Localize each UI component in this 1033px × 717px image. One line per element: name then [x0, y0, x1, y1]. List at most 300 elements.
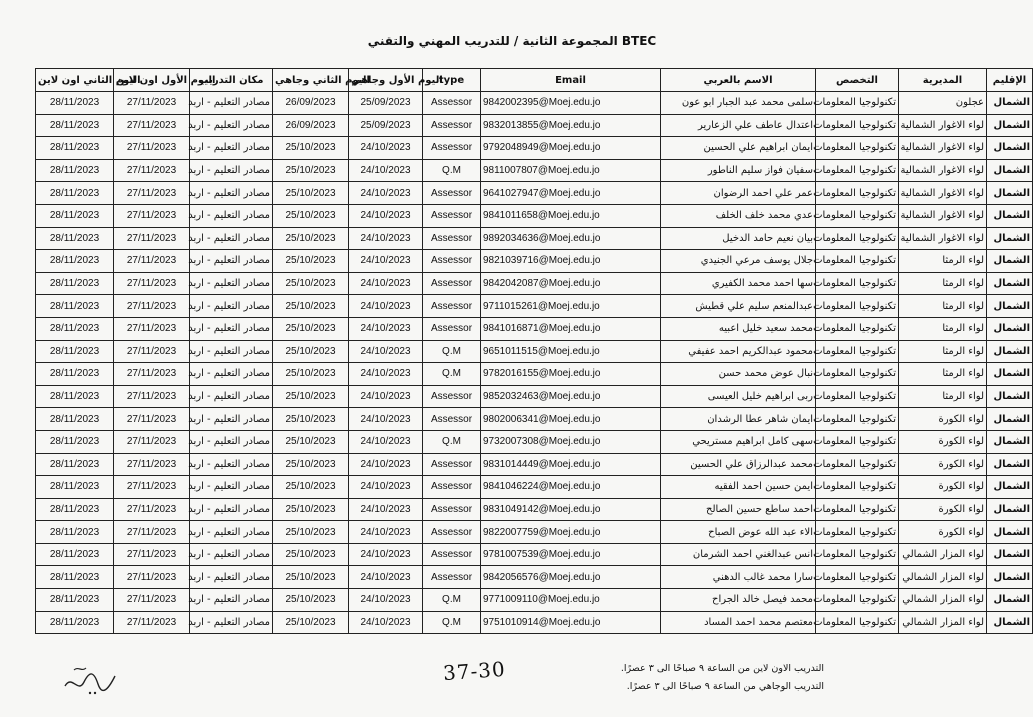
cell-inperson-day-1: 24/10/2023 — [349, 453, 423, 476]
cell-online-day-2: 28/11/2023 — [36, 137, 114, 160]
cell-directorate: لواء المزار الشمالي — [899, 611, 987, 634]
cell-online-day-1: 27/11/2023 — [114, 453, 190, 476]
cell-online-day-2: 28/11/2023 — [36, 430, 114, 453]
cell-inperson-day-2: 25/10/2023 — [273, 498, 349, 521]
cell-inperson-day-1: 25/09/2023 — [349, 92, 423, 115]
cell-arabic-name: ايمان ابراهيم علي الحسين — [661, 137, 816, 160]
cell-arabic-name: بيان نعيم حامد الدخيل — [661, 227, 816, 250]
cell-specialty: تكنولوجيا المعلومات — [816, 430, 899, 453]
table-row — [36, 295, 1033, 318]
cell-directorate: لواء المزار الشمالي — [899, 566, 987, 589]
cell-region: الشمال — [987, 385, 1033, 408]
cell-training-place: مصادر التعليم - اربد — [190, 137, 273, 160]
cell-online-day-2: 28/11/2023 — [36, 476, 114, 499]
header-directorate: المديرية — [899, 69, 987, 92]
cell-email: 9822007759@Moej.edu.jo — [481, 521, 661, 544]
table-row — [36, 250, 1033, 273]
cell-online-day-1: 27/11/2023 — [114, 272, 190, 295]
cell-training-place: مصادر التعليم - اربد — [190, 566, 273, 589]
cell-type: Q.M — [423, 363, 481, 386]
cell-email: 9831049142@Moej.edu.jo — [481, 498, 661, 521]
cell-specialty: تكنولوجيا المعلومات — [816, 137, 899, 160]
cell-directorate: لواء المزار الشمالي — [899, 543, 987, 566]
cell-online-day-1: 27/11/2023 — [114, 430, 190, 453]
cell-email: 9711015261@Moej.edu.jo — [481, 295, 661, 318]
cell-specialty: تكنولوجيا المعلومات — [816, 611, 899, 634]
cell-email: 9892034636@Moej.edu.jo — [481, 227, 661, 250]
cell-type: Assessor — [423, 543, 481, 566]
cell-online-day-1: 27/11/2023 — [114, 317, 190, 340]
cell-arabic-name: عدي محمد خلف الخلف — [661, 204, 816, 227]
cell-inperson-day-2: 26/09/2023 — [273, 114, 349, 137]
cell-email: 9651011515@Moej.edu.jo — [481, 340, 661, 363]
cell-directorate: لواء الكورة — [899, 476, 987, 499]
cell-inperson-day-1: 24/10/2023 — [349, 498, 423, 521]
table-row — [36, 204, 1033, 227]
cell-training-place: مصادر التعليم - اربد — [190, 227, 273, 250]
cell-training-place: مصادر التعليم - اربد — [190, 611, 273, 634]
cell-email: 9781007539@Moej.edu.jo — [481, 543, 661, 566]
cell-specialty: تكنولوجيا المعلومات — [816, 92, 899, 115]
cell-online-day-2: 28/11/2023 — [36, 182, 114, 205]
cell-inperson-day-1: 24/10/2023 — [349, 137, 423, 160]
cell-type: Assessor — [423, 521, 481, 544]
table-row — [36, 521, 1033, 544]
cell-specialty: تكنولوجيا المعلومات — [816, 317, 899, 340]
cell-type: Q.M — [423, 340, 481, 363]
cell-inperson-day-1: 24/10/2023 — [349, 317, 423, 340]
cell-directorate: لواء الكورة — [899, 430, 987, 453]
table-body — [36, 92, 1033, 634]
cell-arabic-name: سها احمد محمد الكفيري — [661, 272, 816, 295]
cell-region: الشمال — [987, 543, 1033, 566]
cell-online-day-2: 28/11/2023 — [36, 543, 114, 566]
cell-arabic-name: الاء عبد الله عوض الصباح — [661, 521, 816, 544]
cell-directorate: لواء الاغوار الشمالية — [899, 114, 987, 137]
table-row — [36, 114, 1033, 137]
cell-region: الشمال — [987, 566, 1033, 589]
cell-online-day-1: 27/11/2023 — [114, 408, 190, 431]
cell-inperson-day-2: 25/10/2023 — [273, 227, 349, 250]
cell-directorate: لواء الكورة — [899, 521, 987, 544]
cell-specialty: تكنولوجيا المعلومات — [816, 340, 899, 363]
cell-online-day-2: 28/11/2023 — [36, 408, 114, 431]
cell-specialty: تكنولوجيا المعلومات — [816, 250, 899, 273]
table-row — [36, 92, 1033, 115]
cell-specialty: تكنولوجيا المعلومات — [816, 589, 899, 612]
cell-arabic-name: محمد سعيد خليل اعبيه — [661, 317, 816, 340]
cell-inperson-day-2: 25/10/2023 — [273, 159, 349, 182]
cell-region: الشمال — [987, 589, 1033, 612]
cell-arabic-name: ايمن حسين احمد الفقيه — [661, 476, 816, 499]
cell-region: الشمال — [987, 250, 1033, 273]
cell-arabic-name: ايمان شاهر عطا الرشدان — [661, 408, 816, 431]
cell-email: 9792048949@Moej.edu.jo — [481, 137, 661, 160]
cell-training-place: مصادر التعليم - اربد — [190, 430, 273, 453]
cell-type: Assessor — [423, 92, 481, 115]
header-inperson-day-1: اليوم الأول وجاهي — [349, 69, 423, 92]
cell-directorate: لواء الرمثا — [899, 385, 987, 408]
cell-training-place: مصادر التعليم - اربد — [190, 272, 273, 295]
cell-directorate: لواء الرمثا — [899, 317, 987, 340]
cell-region: الشمال — [987, 227, 1033, 250]
cell-online-day-1: 27/11/2023 — [114, 250, 190, 273]
cell-arabic-name: سفيان فواز سليم الناطور — [661, 159, 816, 182]
cell-inperson-day-1: 24/10/2023 — [349, 250, 423, 273]
cell-training-place: مصادر التعليم - اربد — [190, 476, 273, 499]
handwritten-signature — [60, 660, 120, 700]
cell-region: الشمال — [987, 317, 1033, 340]
cell-arabic-name: سلمى محمد عبد الجبار ابو عون — [661, 92, 816, 115]
cell-email: 9751010914@Moej.edu.jo — [481, 611, 661, 634]
cell-online-day-1: 27/11/2023 — [114, 204, 190, 227]
cell-directorate: لواء الاغوار الشمالية — [899, 204, 987, 227]
cell-online-day-1: 27/11/2023 — [114, 92, 190, 115]
header-specialty: التخصص — [816, 69, 899, 92]
table-row — [36, 340, 1033, 363]
cell-training-place: مصادر التعليم - اربد — [190, 295, 273, 318]
cell-directorate: عجلون — [899, 92, 987, 115]
cell-inperson-day-2: 25/10/2023 — [273, 204, 349, 227]
cell-online-day-1: 27/11/2023 — [114, 295, 190, 318]
cell-type: Assessor — [423, 476, 481, 499]
table-header-row — [36, 69, 1033, 92]
cell-type: Assessor — [423, 272, 481, 295]
cell-email: 9842042087@Moej.edu.jo — [481, 272, 661, 295]
table-row — [36, 317, 1033, 340]
cell-directorate: لواء الاغوار الشمالية — [899, 137, 987, 160]
cell-inperson-day-2: 25/10/2023 — [273, 317, 349, 340]
cell-arabic-name: ربى ابراهيم خليل العيسى — [661, 385, 816, 408]
cell-specialty: تكنولوجيا المعلومات — [816, 272, 899, 295]
cell-training-place: مصادر التعليم - اربد — [190, 543, 273, 566]
cell-training-place: مصادر التعليم - اربد — [190, 317, 273, 340]
cell-online-day-1: 27/11/2023 — [114, 385, 190, 408]
cell-specialty: تكنولوجيا المعلومات — [816, 566, 899, 589]
cell-email: 9732007308@Moej.edu.jo — [481, 430, 661, 453]
cell-type: Assessor — [423, 182, 481, 205]
cell-training-place: مصادر التعليم - اربد — [190, 408, 273, 431]
cell-online-day-2: 28/11/2023 — [36, 272, 114, 295]
header-email: Email — [481, 69, 661, 92]
cell-type: Assessor — [423, 453, 481, 476]
cell-online-day-2: 28/11/2023 — [36, 295, 114, 318]
cell-inperson-day-1: 24/10/2023 — [349, 408, 423, 431]
cell-directorate: لواء الاغوار الشمالية — [899, 159, 987, 182]
cell-online-day-1: 27/11/2023 — [114, 227, 190, 250]
cell-type: Assessor — [423, 408, 481, 431]
cell-type: Assessor — [423, 250, 481, 273]
cell-online-day-2: 28/11/2023 — [36, 114, 114, 137]
cell-specialty: تكنولوجيا المعلومات — [816, 476, 899, 499]
cell-arabic-name: انس عبدالغني احمد الشرمان — [661, 543, 816, 566]
cell-arabic-name: محمد فيصل خالد الجراح — [661, 589, 816, 612]
cell-inperson-day-2: 25/10/2023 — [273, 340, 349, 363]
cell-directorate: لواء الرمثا — [899, 250, 987, 273]
cell-online-day-2: 28/11/2023 — [36, 498, 114, 521]
cell-directorate: لواء الكورة — [899, 408, 987, 431]
cell-email: 9641027947@Moej.edu.jo — [481, 182, 661, 205]
cell-region: الشمال — [987, 521, 1033, 544]
cell-arabic-name: عمر علي احمد الرضوان — [661, 182, 816, 205]
cell-online-day-2: 28/11/2023 — [36, 159, 114, 182]
cell-training-place: مصادر التعليم - اربد — [190, 385, 273, 408]
cell-type: Assessor — [423, 385, 481, 408]
cell-online-day-2: 28/11/2023 — [36, 385, 114, 408]
cell-inperson-day-1: 24/10/2023 — [349, 543, 423, 566]
cell-online-day-1: 27/11/2023 — [114, 114, 190, 137]
cell-inperson-day-2: 25/10/2023 — [273, 250, 349, 273]
cell-region: الشمال — [987, 114, 1033, 137]
cell-inperson-day-2: 25/10/2023 — [273, 295, 349, 318]
cell-inperson-day-1: 24/10/2023 — [349, 182, 423, 205]
cell-online-day-1: 27/11/2023 — [114, 611, 190, 634]
cell-training-place: مصادر التعليم - اربد — [190, 250, 273, 273]
cell-online-day-2: 28/11/2023 — [36, 204, 114, 227]
table-row — [36, 476, 1033, 499]
cell-inperson-day-2: 25/10/2023 — [273, 611, 349, 634]
cell-type: Q.M — [423, 430, 481, 453]
cell-online-day-1: 27/11/2023 — [114, 340, 190, 363]
cell-online-day-2: 28/11/2023 — [36, 92, 114, 115]
cell-type: Assessor — [423, 114, 481, 137]
cell-online-day-2: 28/11/2023 — [36, 250, 114, 273]
cell-online-day-1: 27/11/2023 — [114, 182, 190, 205]
cell-email: 9771009110@Moej.edu.jo — [481, 589, 661, 612]
table-row — [36, 408, 1033, 431]
cell-online-day-2: 28/11/2023 — [36, 566, 114, 589]
table-row — [36, 159, 1033, 182]
cell-directorate: لواء المزار الشمالي — [899, 589, 987, 612]
cell-region: الشمال — [987, 204, 1033, 227]
cell-region: الشمال — [987, 295, 1033, 318]
table-row — [36, 385, 1033, 408]
cell-inperson-day-1: 25/09/2023 — [349, 114, 423, 137]
cell-arabic-name: محمود عبدالكريم احمد عفيفي — [661, 340, 816, 363]
header-type: type — [423, 69, 481, 92]
cell-type: Q.M — [423, 159, 481, 182]
cell-arabic-name: سهى كامل ابراهيم مستريحي — [661, 430, 816, 453]
cell-specialty: تكنولوجيا المعلومات — [816, 295, 899, 318]
cell-inperson-day-2: 25/10/2023 — [273, 476, 349, 499]
cell-online-day-2: 28/11/2023 — [36, 453, 114, 476]
cell-directorate: لواء الرمثا — [899, 363, 987, 386]
cell-type: Assessor — [423, 137, 481, 160]
cell-training-place: مصادر التعليم - اربد — [190, 589, 273, 612]
cell-specialty: تكنولوجيا المعلومات — [816, 227, 899, 250]
cell-email: 9852032463@Moej.edu.jo — [481, 385, 661, 408]
cell-region: الشمال — [987, 611, 1033, 634]
cell-inperson-day-1: 24/10/2023 — [349, 430, 423, 453]
cell-online-day-1: 27/11/2023 — [114, 498, 190, 521]
cell-inperson-day-1: 24/10/2023 — [349, 521, 423, 544]
table-row — [36, 498, 1033, 521]
cell-inperson-day-1: 24/10/2023 — [349, 227, 423, 250]
cell-directorate: لواء الاغوار الشمالية — [899, 182, 987, 205]
cell-training-place: مصادر التعليم - اربد — [190, 498, 273, 521]
table-row — [36, 566, 1033, 589]
cell-specialty: تكنولوجيا المعلومات — [816, 363, 899, 386]
cell-email: 9841016871@Moej.edu.jo — [481, 317, 661, 340]
cell-email: 9821039716@Moej.edu.jo — [481, 250, 661, 273]
table-row — [36, 272, 1033, 295]
table-row — [36, 137, 1033, 160]
cell-email: 9842056576@Moej.edu.jo — [481, 566, 661, 589]
cell-directorate: لواء الكورة — [899, 498, 987, 521]
cell-region: الشمال — [987, 182, 1033, 205]
cell-training-place: مصادر التعليم - اربد — [190, 159, 273, 182]
cell-inperson-day-1: 24/10/2023 — [349, 159, 423, 182]
cell-online-day-2: 28/11/2023 — [36, 611, 114, 634]
cell-inperson-day-1: 24/10/2023 — [349, 363, 423, 386]
cell-arabic-name: جلال يوسف مرعي الجنيدي — [661, 250, 816, 273]
header-online-day-1: اليوم الأول اون لاين — [114, 69, 190, 92]
cell-online-day-1: 27/11/2023 — [114, 589, 190, 612]
cell-arabic-name: نبال عوض محمد حسن — [661, 363, 816, 386]
cell-training-place: مصادر التعليم - اربد — [190, 92, 273, 115]
cell-inperson-day-1: 24/10/2023 — [349, 272, 423, 295]
cell-inperson-day-1: 24/10/2023 — [349, 566, 423, 589]
cell-inperson-day-1: 24/10/2023 — [349, 611, 423, 634]
cell-type: Assessor — [423, 295, 481, 318]
cell-inperson-day-2: 25/10/2023 — [273, 566, 349, 589]
cell-online-day-2: 28/11/2023 — [36, 317, 114, 340]
cell-inperson-day-2: 25/10/2023 — [273, 137, 349, 160]
cell-training-place: مصادر التعليم - اربد — [190, 114, 273, 137]
inperson-training-note: التدريب الوجاهي من الساعة ٩ صباحًا الى ٣ عصرًا. — [626, 681, 824, 692]
cell-type: Q.M — [423, 589, 481, 612]
cell-specialty: تكنولوجيا المعلومات — [816, 182, 899, 205]
cell-inperson-day-1: 24/10/2023 — [349, 340, 423, 363]
cell-inperson-day-2: 25/10/2023 — [273, 182, 349, 205]
cell-type: Assessor — [423, 204, 481, 227]
cell-directorate: لواء الاغوار الشمالية — [899, 227, 987, 250]
cell-type: Assessor — [423, 227, 481, 250]
cell-arabic-name: احمد ساطع حسين الصالح — [661, 498, 816, 521]
cell-training-place: مصادر التعليم - اربد — [190, 363, 273, 386]
table-row — [36, 611, 1033, 634]
header-online-day-2: اليوم الثاني اون لاين — [36, 69, 114, 92]
table-row — [36, 589, 1033, 612]
cell-region: الشمال — [987, 408, 1033, 431]
header-arabic-name: الاسم بالعربي — [661, 69, 816, 92]
cell-online-day-1: 27/11/2023 — [114, 543, 190, 566]
cell-online-day-1: 27/11/2023 — [114, 521, 190, 544]
cell-inperson-day-2: 25/10/2023 — [273, 521, 349, 544]
cell-inperson-day-2: 25/10/2023 — [273, 543, 349, 566]
cell-email: 9811007807@Moej.edu.jo — [481, 159, 661, 182]
cell-specialty: تكنولوجيا المعلومات — [816, 114, 899, 137]
cell-email: 9842002395@Moej.edu.jo — [481, 92, 661, 115]
cell-online-day-1: 27/11/2023 — [114, 137, 190, 160]
header-training-place: مكان التدريب — [190, 69, 273, 92]
cell-region: الشمال — [987, 92, 1033, 115]
cell-arabic-name: عبدالمنعم سليم علي قطيش — [661, 295, 816, 318]
cell-training-place: مصادر التعليم - اربد — [190, 340, 273, 363]
cell-region: الشمال — [987, 498, 1033, 521]
cell-training-place: مصادر التعليم - اربد — [190, 453, 273, 476]
cell-online-day-2: 28/11/2023 — [36, 340, 114, 363]
cell-region: الشمال — [987, 340, 1033, 363]
cell-online-day-1: 27/11/2023 — [114, 476, 190, 499]
cell-specialty: تكنولوجيا المعلومات — [816, 498, 899, 521]
cell-training-place: مصادر التعليم - اربد — [190, 521, 273, 544]
cell-online-day-2: 28/11/2023 — [36, 521, 114, 544]
cell-specialty: تكنولوجيا المعلومات — [816, 543, 899, 566]
cell-online-day-2: 28/11/2023 — [36, 227, 114, 250]
cell-specialty: تكنولوجيا المعلومات — [816, 159, 899, 182]
cell-online-day-2: 28/11/2023 — [36, 363, 114, 386]
handwritten-page-range: 37-30 — [442, 656, 507, 686]
table-row — [36, 543, 1033, 566]
cell-directorate: لواء الرمثا — [899, 340, 987, 363]
cell-email: 9782016155@Moej.edu.jo — [481, 363, 661, 386]
cell-region: الشمال — [987, 159, 1033, 182]
table-row — [36, 430, 1033, 453]
cell-type: Assessor — [423, 498, 481, 521]
cell-specialty: تكنولوجيا المعلومات — [816, 385, 899, 408]
cell-specialty: تكنولوجيا المعلومات — [816, 521, 899, 544]
table-row — [36, 363, 1033, 386]
cell-inperson-day-1: 24/10/2023 — [349, 476, 423, 499]
cell-email: 9802006341@Moej.edu.jo — [481, 408, 661, 431]
cell-inperson-day-2: 25/10/2023 — [273, 385, 349, 408]
cell-region: الشمال — [987, 476, 1033, 499]
cell-inperson-day-1: 24/10/2023 — [349, 295, 423, 318]
cell-email: 9841046224@Moej.edu.jo — [481, 476, 661, 499]
cell-arabic-name: معتصم محمد احمد المساد — [661, 611, 816, 634]
cell-inperson-day-1: 24/10/2023 — [349, 385, 423, 408]
cell-region: الشمال — [987, 430, 1033, 453]
cell-specialty: تكنولوجيا المعلومات — [816, 408, 899, 431]
cell-training-place: مصادر التعليم - اربد — [190, 204, 273, 227]
cell-online-day-1: 27/11/2023 — [114, 159, 190, 182]
cell-region: الشمال — [987, 137, 1033, 160]
cell-arabic-name: سارا محمد غالب الدهني — [661, 566, 816, 589]
table-row — [36, 453, 1033, 476]
cell-inperson-day-2: 25/10/2023 — [273, 408, 349, 431]
cell-inperson-day-1: 24/10/2023 — [349, 204, 423, 227]
cell-region: الشمال — [987, 453, 1033, 476]
cell-type: Q.M — [423, 611, 481, 634]
cell-email: 9832013855@Moej.edu.jo — [481, 114, 661, 137]
cell-arabic-name: محمد عبدالرزاق علي الحسين — [661, 453, 816, 476]
header-region: الإقليم — [987, 69, 1033, 92]
online-training-note: التدريب الاون لاين من الساعة ٩ صباحًا الى ٣ عصرًا. — [620, 663, 824, 674]
cell-online-day-2: 28/11/2023 — [36, 589, 114, 612]
cell-region: الشمال — [987, 272, 1033, 295]
trainee-table — [35, 68, 1033, 634]
cell-type: Assessor — [423, 317, 481, 340]
page-title: المجموعة الثانية / للتدريب المهني والتقني BTEC — [367, 34, 657, 48]
cell-arabic-name: اعتدال عاطف علي الزعارير — [661, 114, 816, 137]
cell-directorate: لواء الرمثا — [899, 272, 987, 295]
cell-email: 9831014449@Moej.edu.jo — [481, 453, 661, 476]
cell-inperson-day-2: 25/10/2023 — [273, 363, 349, 386]
cell-inperson-day-2: 25/10/2023 — [273, 430, 349, 453]
cell-inperson-day-1: 24/10/2023 — [349, 589, 423, 612]
cell-online-day-1: 27/11/2023 — [114, 363, 190, 386]
cell-specialty: تكنولوجيا المعلومات — [816, 453, 899, 476]
cell-inperson-day-2: 25/10/2023 — [273, 589, 349, 612]
cell-online-day-1: 27/11/2023 — [114, 566, 190, 589]
table-row — [36, 182, 1033, 205]
header-inperson-day-2: اليوم الثاني وجاهي — [273, 69, 349, 92]
cell-specialty: تكنولوجيا المعلومات — [816, 204, 899, 227]
cell-inperson-day-2: 25/10/2023 — [273, 453, 349, 476]
table-row — [36, 227, 1033, 250]
cell-directorate: لواء الرمثا — [899, 295, 987, 318]
